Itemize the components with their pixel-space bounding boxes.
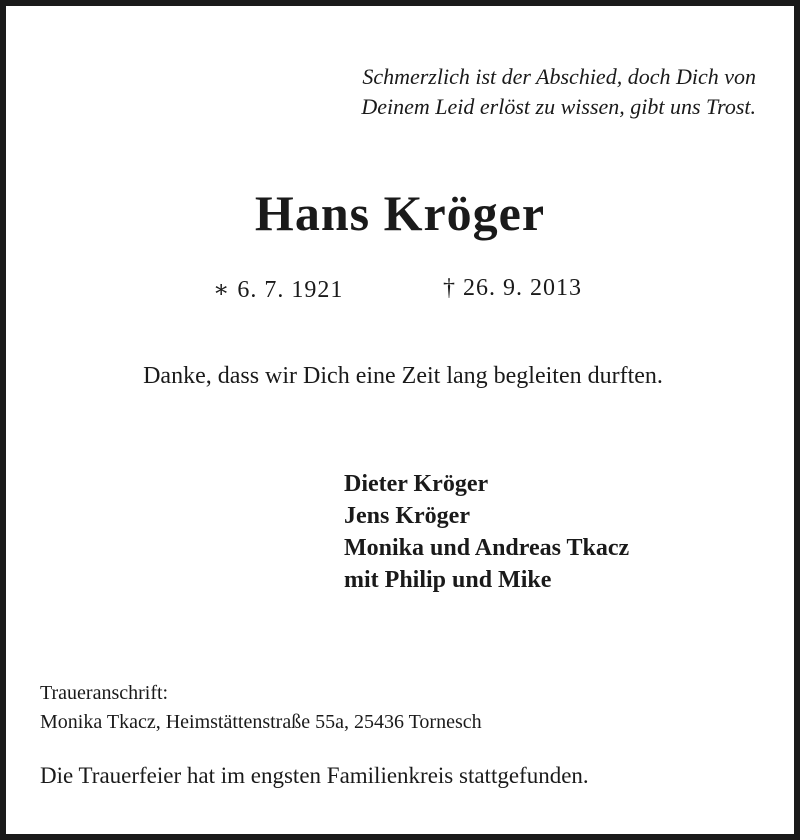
quote-line: Deinem Leid erlöst zu wissen, gibt uns Trost. bbox=[361, 94, 756, 119]
deceased-name: Hans Kröger bbox=[254, 185, 546, 241]
quote-line: Schmerzlich ist der Abschied, doch Dich von bbox=[362, 64, 756, 89]
address-label: Traueranschrift: bbox=[40, 682, 169, 704]
ceremony-note: Die Trauerfeier hat im engsten Familienkreis stattgefunden. bbox=[40, 763, 589, 788]
mourner-name: Jens Kröger bbox=[344, 503, 470, 529]
birth-date: ∗ 6. 7. 1921 bbox=[213, 277, 344, 303]
mourners-list bbox=[344, 468, 629, 596]
address-text: Monika Tkacz, Heimstättenstraße 55a, 25436 Tornesch bbox=[40, 711, 482, 733]
mourner-name: Dieter Kröger bbox=[344, 471, 489, 497]
mourner-name: Monika und Andreas Tkacz bbox=[344, 535, 630, 561]
death-date: † 26. 9. 2013 bbox=[443, 275, 582, 301]
thanks-line: Danke, dass wir Dich eine Zeit lang begleiten durften. bbox=[143, 363, 663, 389]
mourning-address bbox=[40, 679, 482, 737]
mourner-name: mit Philip und Mike bbox=[344, 567, 552, 593]
condolence-quote bbox=[361, 62, 756, 122]
